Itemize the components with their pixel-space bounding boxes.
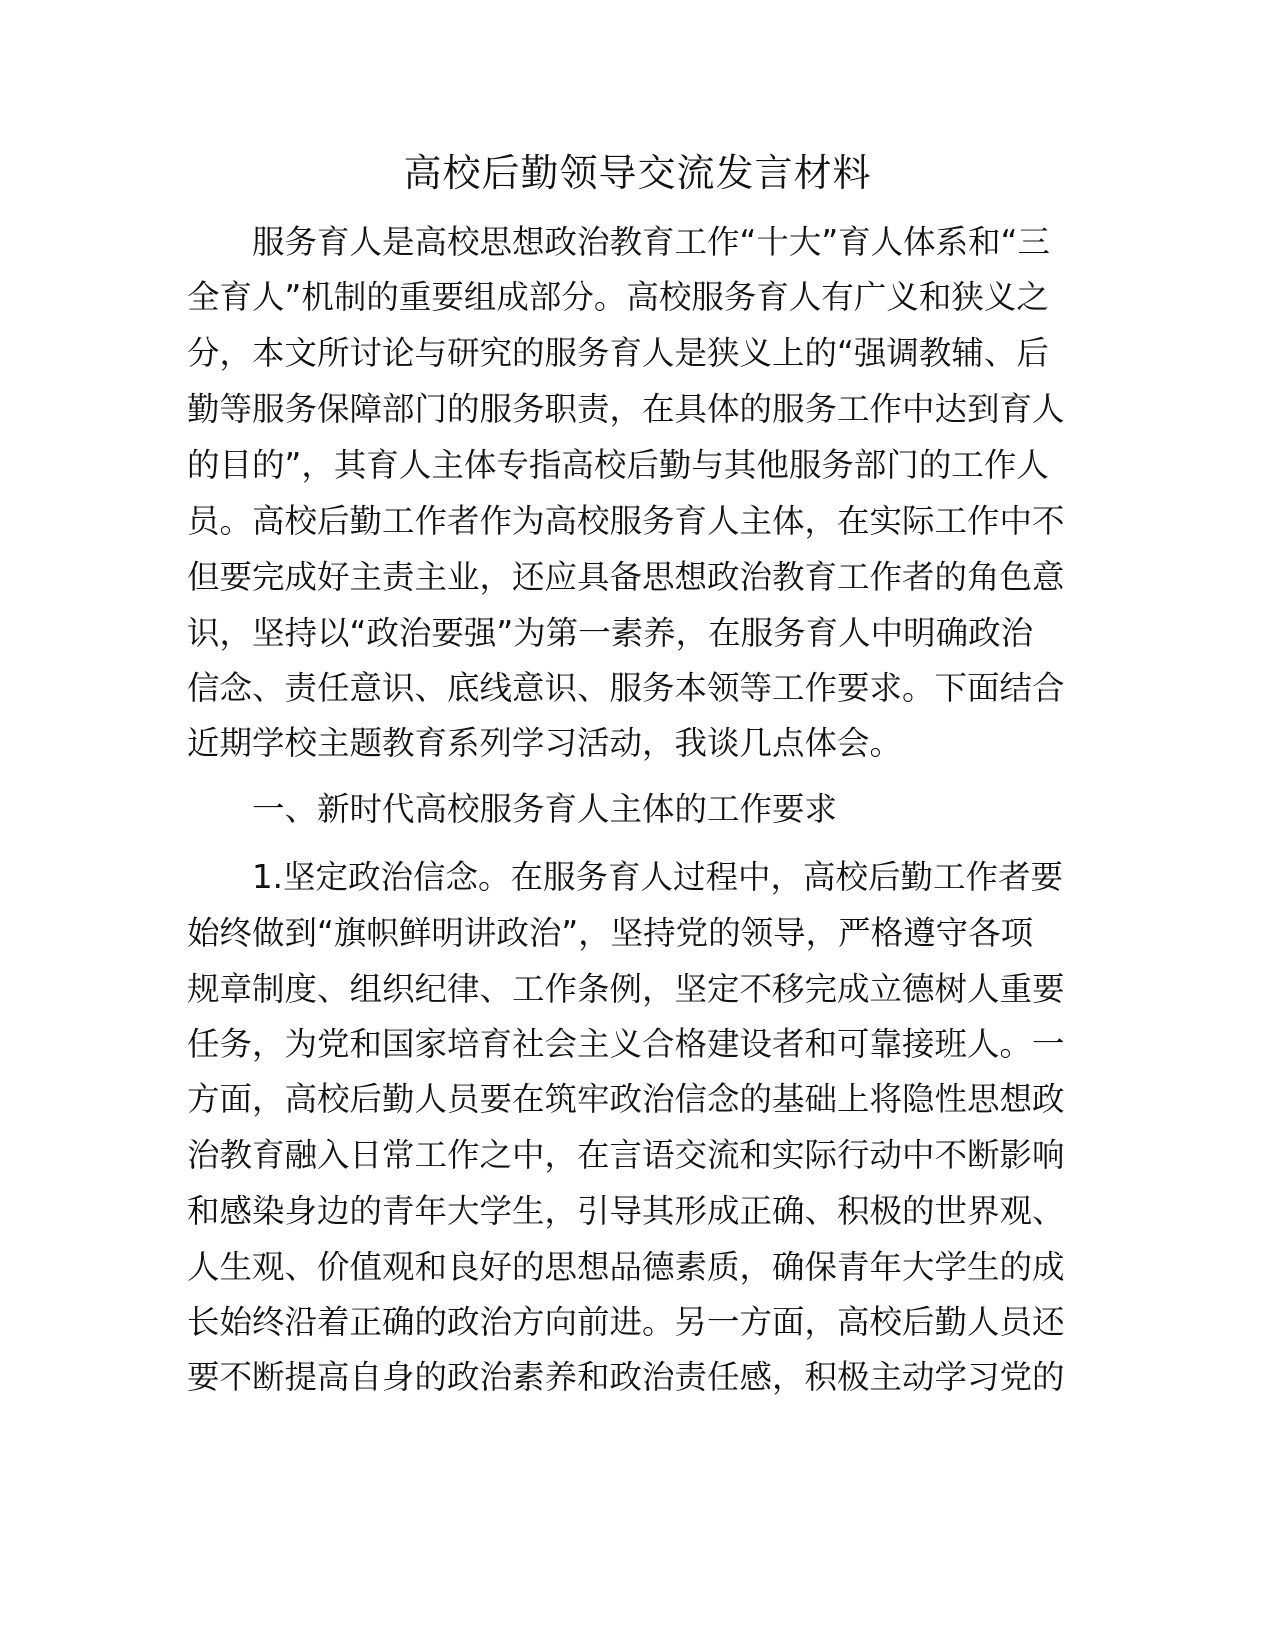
- paragraph-1-line-8: 识，坚持以“政治要强”为第一素养，在服务育人中明确政治: [187, 614, 1034, 652]
- document-title: 高校后勤领导交流发言材料: [403, 151, 872, 195]
- paragraph-1-line-3: 分，本文所讨论与研究的服务育人是狭义上的“强调教辅、后: [187, 334, 1049, 372]
- paragraph-2-line-6: 治教育融入日常工作之中，在言语交流和实际行动中不断影响: [187, 1136, 1065, 1174]
- paragraph-2-line-8: 人生观、价值观和良好的思想品德素质，确保青年大学生的成: [187, 1248, 1065, 1286]
- paragraph-1-line-4: 勤等服务保障部门的服务职责，在具体的服务工作中达到育人: [187, 390, 1065, 428]
- paragraph-2-line-3: 规章制度、组织纪律、工作条例，坚定不移完成立德树人重要: [187, 970, 1065, 1008]
- paragraph-1-line-10: 近期学校主题教育系列学习活动，我谈几点体会。: [187, 724, 903, 762]
- section-heading-1: 一、新时代高校服务育人主体的工作要求: [252, 790, 838, 828]
- paragraph-2-line-5: 方面，高校后勤人员要在筑牢政治信念的基础上将隐性思想政: [187, 1080, 1065, 1118]
- paragraph-2-line-4: 任务，为党和国家培育社会主义合格建设者和可靠接班人。一: [187, 1025, 1065, 1063]
- paragraph-2-line-1: 1.坚定政治信念。在服务育人过程中，高校后勤工作者要: [252, 858, 1064, 896]
- paragraph-2-line-2: 始终做到“旗帜鲜明讲政治”，坚持党的领导，严格遵守各项: [187, 914, 1034, 952]
- paragraph-1-line-2: 全育人”机制的重要组成部分。高校服务育人有广义和狭义之: [187, 278, 1049, 316]
- paragraph-2-line-7: 和感染身边的青年大学生，引导其形成正确、积极的世界观、: [187, 1192, 1065, 1230]
- paragraph-1-line-7: 但要完成好主责主业，还应具备思想政治教育工作者的角色意: [187, 558, 1065, 596]
- paragraph-1-line-9: 信念、责任意识、底线意识、服务本领等工作要求。下面结合: [187, 669, 1065, 707]
- paragraph-2-line-10: 要不断提高自身的政治素养和政治责任感，积极主动学习党的: [187, 1358, 1065, 1396]
- paragraph-2-line-9: 长始终沿着正确的政治方向前进。另一方面，高校后勤人员还: [187, 1303, 1065, 1341]
- paragraph-1-line-6: 员。高校后勤工作者作为高校服务育人主体，在实际工作中不: [187, 502, 1065, 540]
- paragraph-1-line-1: 服务育人是高校思想政治教育工作“十大”育人体系和“三: [252, 223, 1051, 261]
- paragraph-1-line-5: 的目的”，其育人主体专指高校后勤与其他服务部门的工作人: [187, 446, 1049, 484]
